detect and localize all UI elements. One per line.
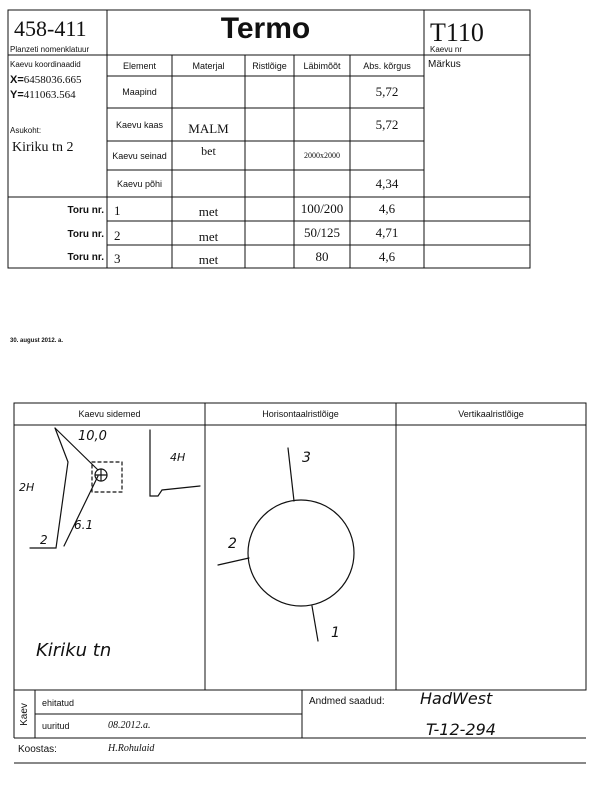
author-value: H.Rohulaid [108, 743, 155, 754]
x-value: 6458036.665 [23, 74, 82, 86]
sketch-header-vertical: Vertikaalristlõige [458, 409, 524, 419]
x-label: X= [10, 74, 24, 86]
row-height: 5,72 [375, 116, 399, 132]
footer-side-text: Kaev [19, 702, 31, 726]
sketch-header-connections: Kaevu sidemed [78, 409, 141, 419]
col-header-notes: Märkus [428, 59, 461, 70]
date-note: 30. august 2012. a. [10, 338, 64, 344]
pipe-height: 4,6 [378, 201, 396, 216]
pipe-nr: 3 [114, 251, 121, 266]
pipe-label-3: 3 [302, 450, 311, 466]
pipe-material: met [198, 251, 219, 267]
pipe-label-1: 1 [331, 625, 340, 641]
sketch-header-horizontal: Horisontaalristlõige [262, 409, 339, 419]
surveyed-label: uuritud [42, 721, 70, 731]
data-from-label: Andmed saadud: [309, 696, 385, 707]
col-header-element: Element [122, 60, 157, 71]
built-label: ehitatud [42, 698, 75, 708]
surveyed-value: 08.2012.a. [108, 720, 151, 731]
row-element: Kaevu põhi [116, 178, 163, 189]
pipe-label: Toru nr. [67, 205, 104, 216]
row-height: 5,72 [375, 84, 399, 99]
data-from-number: T-12-294 [426, 720, 496, 739]
sheet-number: 458-411 [14, 16, 87, 41]
well-number: T110 [430, 18, 484, 47]
col-header-abs-height: Abs. kõrgus [363, 60, 411, 71]
sketch-label-2: 2 [40, 533, 48, 547]
row-material: MALM [188, 120, 229, 136]
author-label: Koostas: [18, 744, 57, 755]
sheet-number-label: Planzeti nomenklatuur [10, 45, 90, 54]
sketch-label-4h: 4H [170, 451, 186, 464]
pipe-label: Toru nr. [67, 229, 104, 240]
location-label: Asukoht: [10, 126, 42, 135]
pipe-diameter: 80 [315, 248, 329, 264]
pipe-height: 4,71 [375, 225, 399, 240]
col-header-cross-section: Ristlõige [252, 60, 287, 71]
data-from-value: HadWest [420, 689, 493, 708]
sketch-label-61: 6.1 [74, 518, 94, 532]
pipe-material: met [198, 229, 219, 244]
pipe-label-2: 2 [228, 536, 237, 552]
pipe-nr: 2 [114, 228, 121, 243]
pipe-diameter: 50/125 [303, 225, 341, 240]
well-number-label: Kaevu nr [430, 45, 463, 54]
pipe-material: met [198, 204, 219, 219]
coords-label: Kaevu koordinaadid [10, 60, 81, 69]
row-element: Kaevu seinad [112, 150, 167, 161]
pipe-label: Toru nr. [67, 252, 104, 263]
pipe-height: 4,6 [378, 248, 396, 264]
pipe-diameter: 100/200 [300, 201, 344, 216]
street-label: Kiriku tn [36, 640, 112, 661]
col-header-material: Materjal [192, 60, 225, 71]
pipe-nr: 1 [114, 203, 121, 218]
row-height: 4,34 [375, 175, 399, 191]
location-value: Kiriku tn 2 [12, 140, 74, 155]
row-material: bet [201, 144, 216, 158]
sketch-label-10: 10,0 [78, 429, 107, 444]
y-value: 411063.564 [23, 89, 76, 101]
col-header-diameter: Läbimõõt [303, 60, 341, 71]
row-element: Kaevu kaas [115, 119, 164, 130]
row-element: Maapind [122, 87, 157, 97]
y-label: Y= [10, 89, 24, 101]
footer-side-label [14, 690, 35, 738]
sketch-label-2h: 2H [19, 481, 35, 494]
page-title: Termo [220, 12, 311, 45]
row-diameter: 2000x2000 [304, 151, 340, 160]
